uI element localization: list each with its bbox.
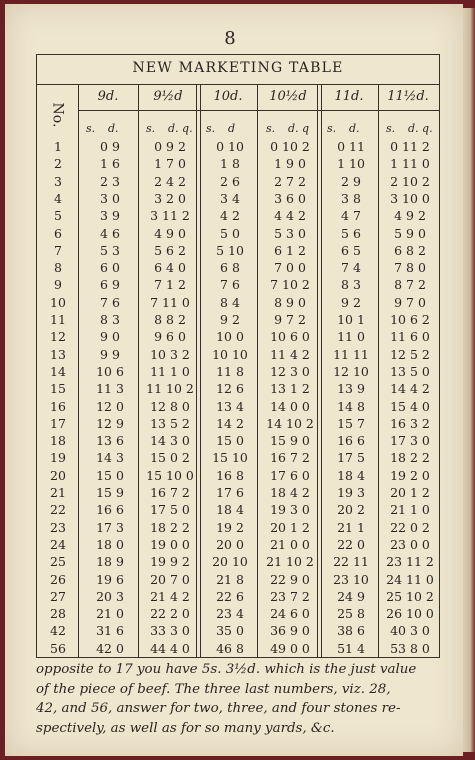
table-cell: 8 9 0 <box>274 294 306 310</box>
column-unit-label: s. <box>146 122 156 135</box>
table-cell: 5 0 <box>220 225 240 241</box>
table-cell: 1 11 0 <box>390 156 430 172</box>
table-cell: 3 6 0 <box>274 190 306 206</box>
table-cell: 3 2 0 <box>154 190 186 206</box>
row-number: 24 <box>50 536 66 552</box>
table-cell: 7 1 2 <box>154 277 186 293</box>
table-cell: 11 11 <box>333 346 369 362</box>
table-cell: 42 0 <box>96 640 124 656</box>
column-unit-label: d. q <box>288 122 310 135</box>
row-number: 15 <box>50 381 66 397</box>
table-cell: 2 4 2 <box>154 173 186 189</box>
table-cell: 38 6 <box>337 623 365 639</box>
column-unit-label: s. <box>206 122 216 135</box>
column-unit-label: d <box>228 122 236 135</box>
table-cell: 23 0 0 <box>390 536 430 552</box>
row-number-divider <box>78 84 79 658</box>
row-number: 21 <box>50 485 66 500</box>
table-cell: 12 10 <box>333 363 369 379</box>
table-cell: 17 3 0 <box>390 433 430 449</box>
table-cell: 20 0 <box>216 536 244 552</box>
row-number: 9 <box>54 277 62 293</box>
table-cell: 19 6 <box>96 571 124 587</box>
row-number: 2 <box>54 156 62 172</box>
table-cell: 21 0 0 <box>270 536 310 552</box>
table-cell: 35 0 <box>216 623 244 639</box>
table-cell: 6 4 0 <box>154 260 186 276</box>
table-cell: 0 11 2 <box>390 139 430 154</box>
column-price-heading: 9½d <box>153 89 183 104</box>
table-cell: 16 8 <box>216 467 244 483</box>
table-cell: 9 2 <box>341 294 361 310</box>
column-divider <box>317 84 322 658</box>
table-cell: 16 6 <box>337 433 365 449</box>
row-number: 19 <box>50 450 66 466</box>
table-cell: 3 11 2 <box>150 208 190 224</box>
table-cell: 21 1 <box>337 519 365 535</box>
table-cell: 7 6 <box>220 277 240 293</box>
table-cell: 21 10 2 <box>266 554 314 570</box>
table-cell: 21 4 2 <box>150 588 190 604</box>
table-cell: 10 3 2 <box>150 346 190 362</box>
table-cell: 22 0 <box>337 536 365 552</box>
footer-text <box>36 660 448 738</box>
table-cell: 6 5 <box>341 242 361 258</box>
table-cell: 25 8 <box>337 606 365 622</box>
table-cell: 5 6 2 <box>154 242 186 258</box>
table-cell: 4 6 <box>100 225 120 241</box>
table-cell: 3 10 0 <box>390 190 430 206</box>
table-cell: 15 9 <box>96 485 124 500</box>
table-cell: 15 7 <box>337 415 365 431</box>
table-cell: 8 3 <box>341 277 361 293</box>
column-unit-label: d. q. <box>408 122 433 135</box>
table-cell: 19 2 <box>216 519 244 535</box>
table-cell: 1 6 <box>100 156 120 172</box>
table-cell: 17 5 <box>337 450 365 466</box>
table-cell: 11 4 2 <box>270 346 310 362</box>
table-cell: 10 0 <box>216 329 244 345</box>
table-cell: 14 10 2 <box>266 415 314 431</box>
table-cell: 13 6 <box>96 433 124 449</box>
row-number: 8 <box>54 260 62 276</box>
table-cell: 15 0 2 <box>150 450 190 466</box>
table-cell: 14 4 2 <box>390 381 430 397</box>
table-cell: 20 10 <box>212 554 248 570</box>
table-cell: 21 0 <box>96 606 124 622</box>
table-cell: 4 7 <box>341 208 361 224</box>
table-cell: 3 8 <box>341 190 361 206</box>
row-number: 28 <box>50 606 66 622</box>
table-cell: 8 7 2 <box>394 277 426 293</box>
column-price-heading: 11½d. <box>387 89 429 104</box>
footer-line: 42, and 56, answer for two, three, and four stones re- <box>36 701 401 716</box>
table-cell: 53 8 0 <box>390 640 430 656</box>
table-cell: 0 9 2 <box>154 139 186 154</box>
table-cell: 36 9 0 <box>270 623 310 639</box>
column-divider <box>257 84 258 658</box>
table-cell: 16 7 2 <box>150 485 190 500</box>
column-price-heading: 11d. <box>334 89 364 104</box>
table-cell: 14 2 <box>216 415 244 431</box>
column-price-heading: 10½d <box>269 89 307 104</box>
table-cell: 11 10 2 <box>146 381 194 397</box>
table-cell: 15 0 <box>96 467 124 483</box>
table-cell: 9 0 <box>100 329 120 345</box>
table-cell: 10 6 <box>96 363 124 379</box>
table-cell: 13 5 2 <box>150 415 190 431</box>
table-cell: 0 11 <box>337 139 365 154</box>
table-cell: 15 4 0 <box>390 398 430 414</box>
table-cell: 0 10 2 <box>270 139 310 154</box>
footer-line: of the piece of beef. The three last numbers, viz. 28, <box>36 681 391 697</box>
table-title: NEW MARKETING TABLE <box>132 60 344 76</box>
table-cell: 12 9 <box>96 415 124 431</box>
table-cell: 7 6 <box>100 294 120 310</box>
table-cell: 1 7 0 <box>154 156 186 172</box>
table-cell: 12 6 <box>216 381 244 397</box>
table-cell: 3 4 <box>220 190 240 206</box>
table-cell: 22 2 0 <box>150 606 190 622</box>
row-number: 20 <box>50 467 66 483</box>
row-number: 27 <box>50 588 66 604</box>
table-cell: 12 8 0 <box>150 398 190 414</box>
table-cell: 19 2 0 <box>390 467 430 483</box>
column-divider <box>378 84 379 658</box>
table-cell: 2 3 <box>100 173 120 189</box>
table-cell: 9 2 <box>220 312 240 327</box>
table-cell: 9 9 <box>100 346 120 362</box>
table-cell: 2 6 <box>220 173 240 189</box>
table-cell: 6 1 2 <box>274 242 306 258</box>
row-number: 4 <box>54 190 62 206</box>
row-number: 18 <box>50 433 66 449</box>
table-cell: 5 3 <box>100 242 120 258</box>
row-number: 23 <box>50 519 66 535</box>
table-cell: 23 11 2 <box>386 554 434 570</box>
table-cell: 19 9 2 <box>150 554 190 570</box>
column-unit-label: s. <box>266 122 276 135</box>
table-cell: 11 1 0 <box>150 363 190 379</box>
row-number: 3 <box>54 173 62 189</box>
row-number: 1 <box>54 139 62 154</box>
header-rule <box>78 110 440 111</box>
row-number: 56 <box>50 640 66 656</box>
table-cell: 14 8 <box>337 398 365 414</box>
column-divider <box>138 84 139 658</box>
table-cell: 5 3 0 <box>274 225 306 241</box>
table-cell: 20 3 <box>96 588 124 604</box>
table-cell: 11 8 <box>216 363 244 379</box>
table-cell: 19 3 0 <box>270 502 310 518</box>
table-cell: 4 9 2 <box>394 208 426 224</box>
column-price-heading: 10d. <box>213 89 243 104</box>
table-cell: 33 3 0 <box>150 623 190 639</box>
column-unit-label: d. <box>349 122 360 135</box>
table-cell: 15 10 0 <box>146 467 194 483</box>
column-unit-label: s. <box>86 122 96 135</box>
table-cell: 1 10 <box>337 156 365 172</box>
table-cell: 21 8 <box>216 571 244 587</box>
row-header <box>44 100 70 128</box>
table-cell: 17 3 <box>96 519 124 535</box>
row-number: 42 <box>50 623 66 639</box>
table-cell: 24 11 0 <box>386 571 434 587</box>
row-number: 16 <box>50 398 66 414</box>
table-cell: 10 1 <box>337 312 365 327</box>
table-cell: 18 2 2 <box>150 519 190 535</box>
table-cell: 17 6 <box>216 485 244 500</box>
table-cell: 15 10 <box>212 450 248 466</box>
table-cell: 7 4 <box>341 260 361 276</box>
table-cell: 11 6 0 <box>390 329 430 345</box>
column-unit-label: s. <box>386 122 396 135</box>
table-cell: 22 9 0 <box>270 571 310 587</box>
table-cell: 22 6 <box>216 588 244 604</box>
table-cell: 44 4 0 <box>150 640 190 656</box>
column-unit-label: s. <box>327 122 337 135</box>
table-cell: 18 2 2 <box>390 450 430 466</box>
table-cell: 13 1 2 <box>270 381 310 397</box>
table-cell: 15 0 <box>216 433 244 449</box>
table-cell: 11 0 <box>337 329 365 345</box>
table-cell: 6 9 <box>100 277 120 293</box>
table-cell: 6 8 2 <box>394 242 426 258</box>
row-number: 25 <box>50 554 66 570</box>
row-number: 5 <box>54 208 62 224</box>
table-cell: 10 6 2 <box>390 312 430 327</box>
table-cell: 17 5 0 <box>150 502 190 518</box>
row-number: 12 <box>50 329 66 345</box>
table-cell: 20 1 2 <box>270 519 310 535</box>
table-cell: 18 4 2 <box>270 485 310 500</box>
table-cell: 26 10 0 <box>386 606 434 622</box>
row-number: 17 <box>50 415 66 431</box>
table-cell: 1 9 0 <box>274 156 306 172</box>
row-number: 11 <box>50 312 66 327</box>
table-cell: 13 9 <box>337 381 365 397</box>
table-cell: 14 3 0 <box>150 433 190 449</box>
table-cell: 23 7 2 <box>270 588 310 604</box>
table-cell: 24 6 0 <box>270 606 310 622</box>
row-number: 14 <box>50 363 66 379</box>
table-cell: 8 8 2 <box>154 312 186 327</box>
table-cell: 2 9 <box>341 173 361 189</box>
table-cell: 2 10 2 <box>390 173 430 189</box>
table-cell: 10 6 0 <box>270 329 310 345</box>
row-number: 22 <box>50 502 66 518</box>
table-cell: 9 7 2 <box>274 312 306 327</box>
row-number: 7 <box>54 242 62 258</box>
footer-line: opposite to 17 you have 5s. 3½d. which is the just value <box>36 662 417 677</box>
column-price-heading: 9d. <box>97 89 119 104</box>
table-cell: 8 3 <box>100 312 120 327</box>
table-cell: 5 6 <box>341 225 361 241</box>
column-unit-label: d. <box>108 122 119 135</box>
table-cell: 22 0 2 <box>390 519 430 535</box>
table-cell: 25 10 2 <box>386 588 434 604</box>
table-cell: 31 6 <box>96 623 124 639</box>
table-cell: 21 1 0 <box>390 502 430 518</box>
table-cell: 4 4 2 <box>274 208 306 224</box>
table-cell: 23 4 <box>216 606 244 622</box>
table-cell: 16 3 2 <box>390 415 430 431</box>
table-cell: 40 3 0 <box>390 623 430 639</box>
table-cell: 12 0 <box>96 398 124 414</box>
row-header-label: No. <box>48 102 65 128</box>
table-cell: 46 8 <box>216 640 244 656</box>
table-cell: 0 10 <box>216 139 244 154</box>
table-cell: 2 7 2 <box>274 173 306 189</box>
table-cell: 5 9 0 <box>394 225 426 241</box>
table-cell: 4 2 <box>220 208 240 224</box>
table-cell: 0 9 <box>100 139 120 154</box>
title-rule <box>36 84 440 85</box>
page-edge <box>463 8 475 752</box>
table-cell: 4 9 0 <box>154 225 186 241</box>
table-cell: 15 9 0 <box>270 433 310 449</box>
table-cell: 16 6 <box>96 502 124 518</box>
row-number: 10 <box>50 294 66 310</box>
table-cell: 18 0 <box>96 536 124 552</box>
table-cell: 20 2 <box>337 502 365 518</box>
table-cell: 1 8 <box>220 156 240 172</box>
column-unit-label: d. q. <box>168 122 193 135</box>
table-cell: 6 0 <box>100 260 120 276</box>
table-cell: 7 0 0 <box>274 260 306 276</box>
page-number: 8 <box>224 28 236 49</box>
table-cell: 13 5 0 <box>390 363 430 379</box>
table-cell: 49 0 0 <box>270 640 310 656</box>
table-cell: 13 4 <box>216 398 244 414</box>
table-cell: 7 10 2 <box>270 277 310 293</box>
table-cell: 14 3 <box>96 450 124 466</box>
table-cell: 19 3 <box>337 485 365 500</box>
row-number: 26 <box>50 571 66 587</box>
table-cell: 18 4 <box>337 467 365 483</box>
row-number: 6 <box>54 225 62 241</box>
table-cell: 3 0 <box>100 190 120 206</box>
table-cell: 14 0 0 <box>270 398 310 414</box>
table-cell: 23 10 <box>333 571 369 587</box>
table-cell: 9 7 0 <box>394 294 426 310</box>
table-cell: 11 3 <box>96 381 124 397</box>
table-cell: 19 0 0 <box>150 536 190 552</box>
table-cell: 51 4 <box>337 640 365 656</box>
table-cell: 24 9 <box>337 588 365 604</box>
table-cell: 22 11 <box>333 554 369 570</box>
table-cell: 12 5 2 <box>390 346 430 362</box>
table-cell: 20 7 0 <box>150 571 190 587</box>
table-cell: 7 8 0 <box>394 260 426 276</box>
row-number: 13 <box>50 346 66 362</box>
table-cell: 18 9 <box>96 554 124 570</box>
table-cell: 18 4 <box>216 502 244 518</box>
table-cell: 3 9 <box>100 208 120 224</box>
table-cell: 5 10 <box>216 242 244 258</box>
table-cell: 12 3 0 <box>270 363 310 379</box>
footer-line: spectively, as well as for so many yards, &c. <box>36 720 335 736</box>
table-cell: 8 4 <box>220 294 240 310</box>
table-cell: 17 6 0 <box>270 467 310 483</box>
table-cell: 10 10 <box>212 346 248 362</box>
table-cell: 20 1 2 <box>390 485 430 500</box>
column-divider <box>196 84 201 658</box>
table-cell: 7 11 0 <box>150 294 190 310</box>
table-cell: 6 8 <box>220 260 240 276</box>
table-cell: 16 7 2 <box>270 450 310 466</box>
table-cell: 9 6 0 <box>154 329 186 345</box>
